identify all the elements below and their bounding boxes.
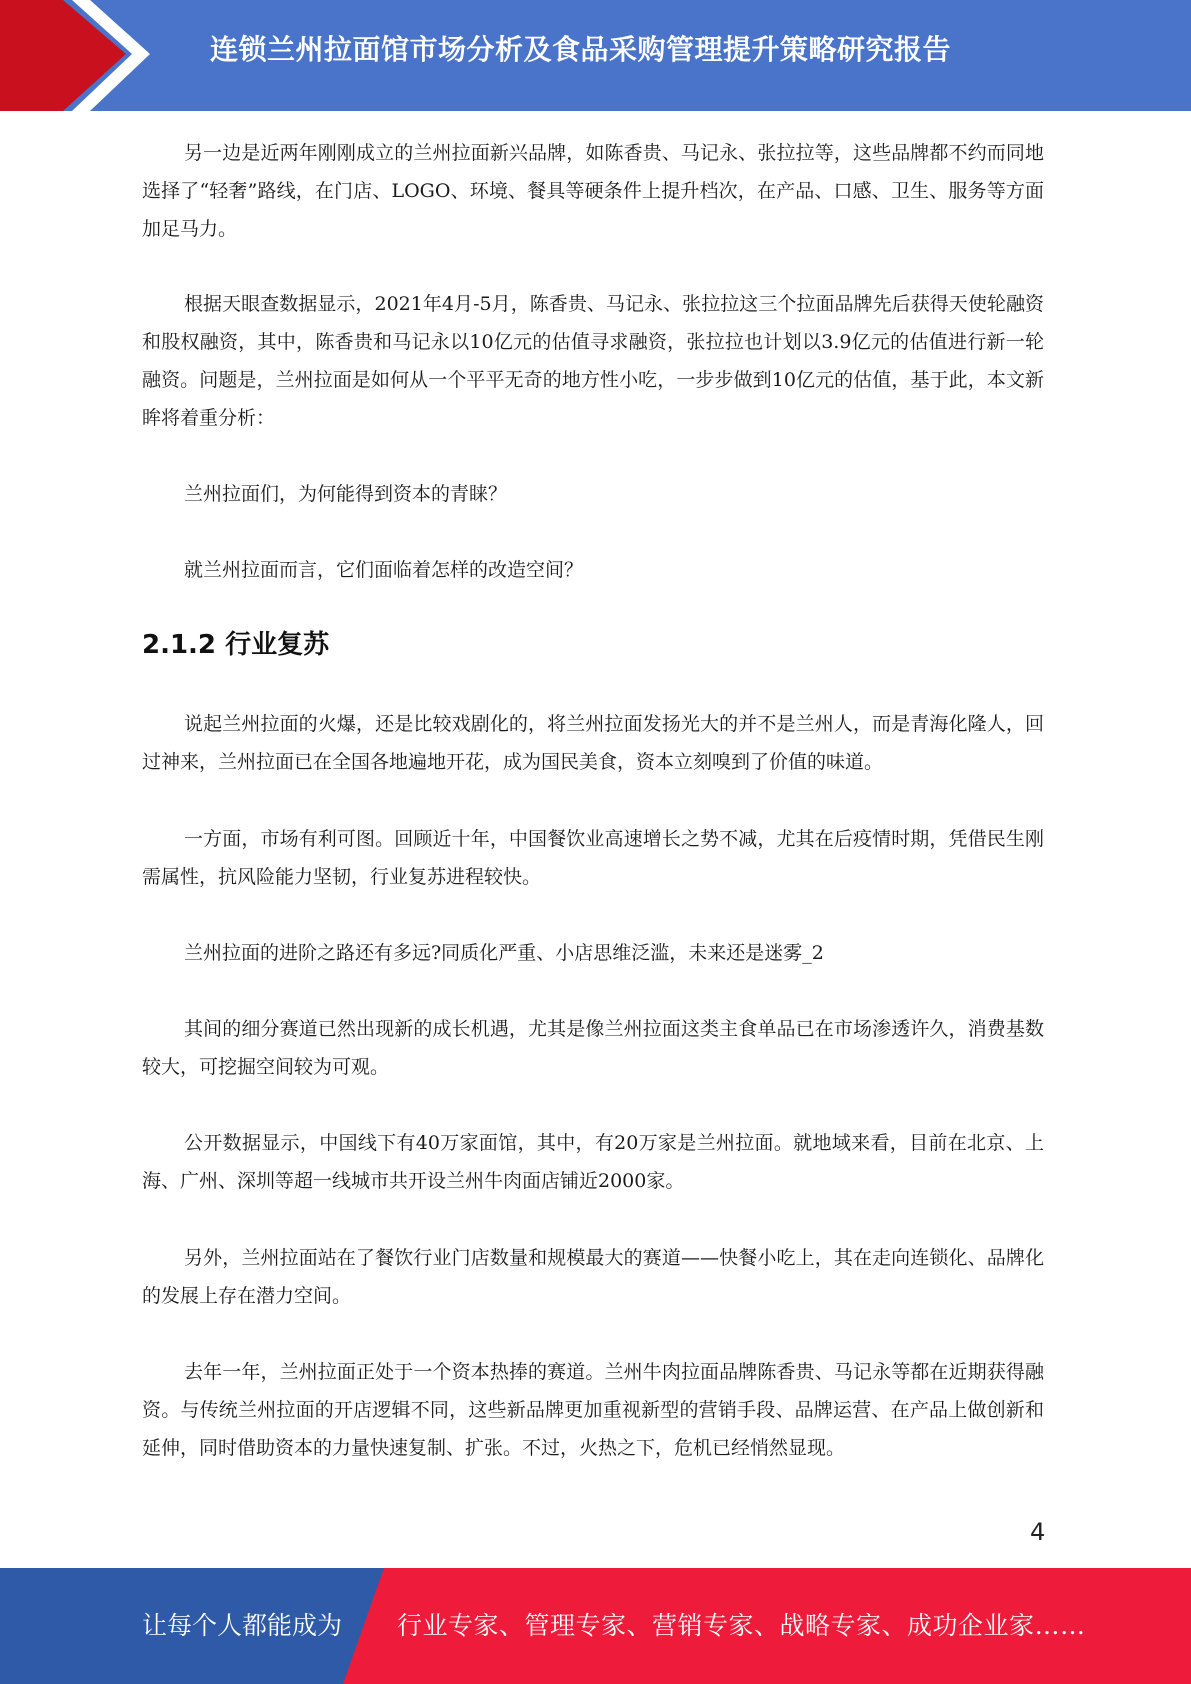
paragraph: 说起兰州拉面的火爆，还是比较戏剧化的，将兰州拉面发扬光大的并不是兰州人，而是青海化隆人，回过神来，兰州拉面已在全国各地遍地开花，成为国民美食，资本立刻嗅到了价值的味道。	[142, 713, 1044, 773]
paragraph: 兰州拉面们，为何能得到资本的青睐？	[184, 483, 508, 505]
page-number: 4	[1030, 1518, 1046, 1546]
paragraph: 去年一年，兰州拉面正处于一个资本热捧的赛道。兰州牛肉拉面品牌陈香贵、马记永等都在近期获得融资。与传统兰州拉面的开店逻辑不同，这些新品牌更加重视新型的营销手段、品牌运营、在产品上做创新和延伸，同时借助资本的力量快速复制、扩张。不过，火热之下，危机已经悄然显现。	[142, 1361, 1044, 1459]
section-heading: 2.1.2 行业复苏	[142, 630, 330, 660]
paragraph: 另外，兰州拉面站在了餐饮行业门店数量和规模最大的赛道——快餐小吃上，其在走向连锁化、品牌化的发展上存在潜力空间。	[142, 1247, 1044, 1307]
paragraph: 另一边是近两年刚刚成立的兰州拉面新兴品牌，如陈香贵、马记永、张拉拉等，这些品牌都不约而同地选择了“轻奢”路线，在门店、LOGO、环境、餐具等硬条件上提升档次，在产品、口感、卫生、服务等方面加足马力。	[142, 142, 1044, 240]
paragraph: 其间的细分赛道已然出现新的成长机遇，尤其是像兰州拉面这类主食单品已在市场渗透许久，消费基数较大，可挖掘空间较为可观。	[142, 1018, 1044, 1078]
page-header	[0, 0, 1191, 111]
paragraph: 兰州拉面的进阶之路还有多远?同质化严重、小店思维泛滥，未来还是迷雾_2	[184, 942, 824, 964]
page-footer	[0, 1568, 1191, 1684]
paragraph: 一方面，市场有利可图。回顾近十年，中国餐饮业高速增长之势不减，尤其在后疫情时期，凭借民生刚需属性，抗风险能力坚韧，行业复苏进程较快。	[142, 828, 1044, 888]
paragraph: 根据天眼查数据显示，2021年4月-5月，陈香贵、马记永、张拉拉这三个拉面品牌先后获得天使轮融资和股权融资，其中，陈香贵和马记永以10亿元的估值寻求融资，张拉拉也计划以3.9亿元的估值进行新一轮融资。问题是，兰州拉面是如何从一个平平无奇的地方性小吃，一步步做到10亿元的估值，基于此，本文新眸将着重分析：	[142, 293, 1044, 429]
footer-slogan-left: 让每个人都能成为	[142, 1611, 343, 1640]
paragraph: 就兰州拉面而言，它们面临着怎样的改造空间？	[184, 559, 584, 581]
report-title: 连锁兰州拉面馆市场分析及食品采购管理提升策略研究报告	[210, 33, 952, 66]
paragraph: 公开数据显示，中国线下有40万家面馆，其中，有20万家是兰州拉面。就地域来看，目前在北京、上海、广州、深圳等超一线城市共开设兰州牛肉面店铺近2000家。	[142, 1132, 1044, 1192]
footer-slogan-right: 行业专家、管理专家、营销专家、战略专家、成功企业家……	[397, 1611, 1086, 1640]
